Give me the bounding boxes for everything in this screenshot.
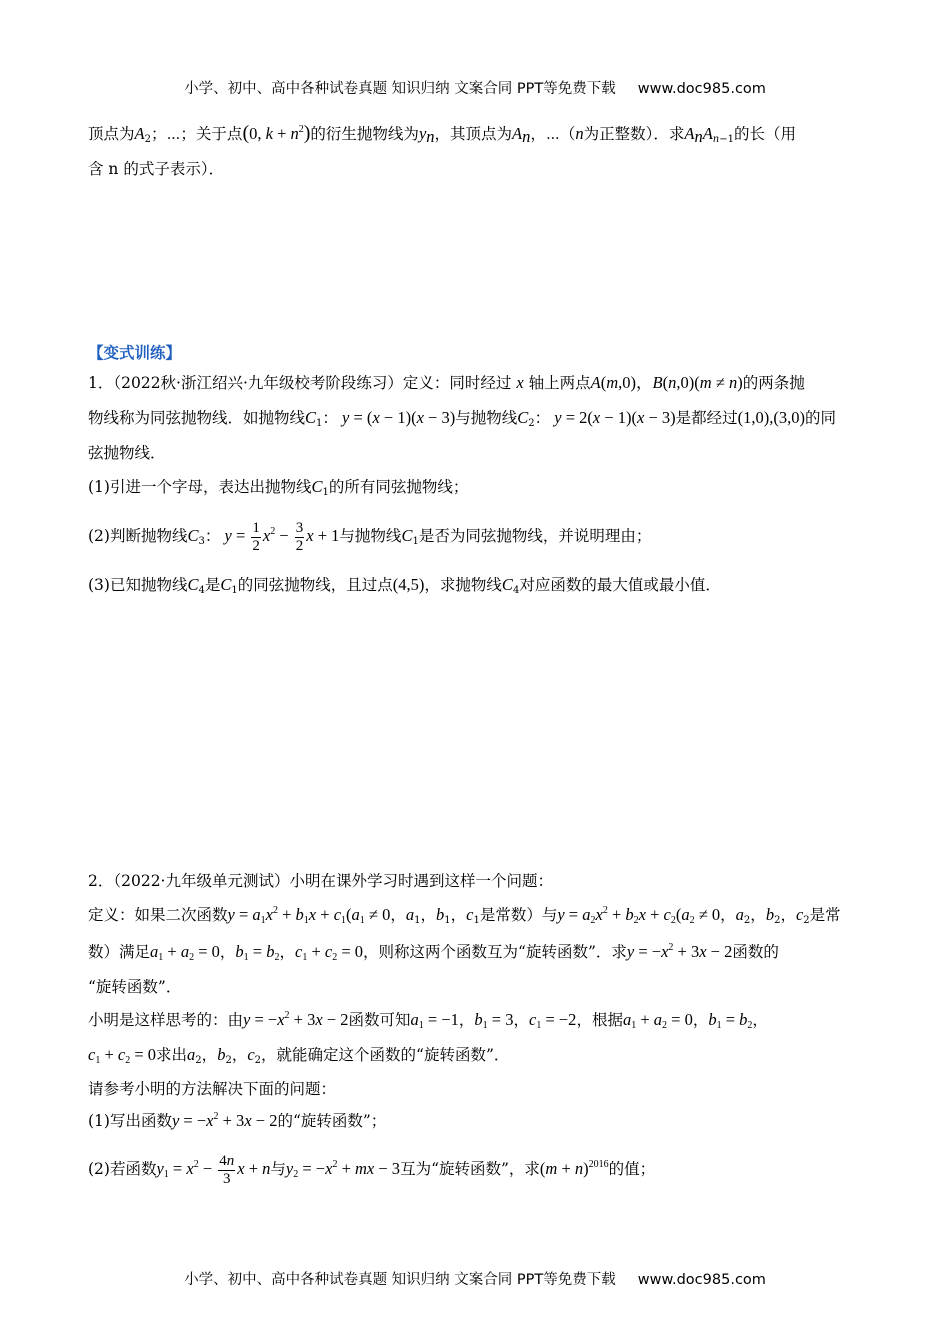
text-span: 顶点为 [88, 125, 135, 143]
text-span: 的所有同弦抛物线； [328, 478, 469, 496]
text-span: ， [420, 906, 436, 924]
text-span: 是否为同弦抛物线，并说明理由； [418, 527, 652, 545]
header-text: 小学、初中、高中各种试卷真题 知识归纳 文案合同 PPT等免费下载 [184, 81, 616, 97]
q2-line-5: 小明是这样思考的：由$y = -x^2 + 3x - 2$函数可知$a_1 = -1$，$b_1 = 3$，$c_1 = -2$，根据$a_1 + a_2 = 0$，$b_1 = b_2$， [88, 1010, 768, 1031]
page-footer [0, 1268, 950, 1289]
q1-line-3: 弦抛物线． [88, 444, 166, 462]
text-span: 是常 [809, 906, 841, 924]
text-span: ， [752, 1011, 768, 1029]
q1-part-3: (3)已知抛物线$C_4$是$C_1$的同弦抛物线，且过点(4,5)，求抛物线$C_4$对应函数的最大值或最小值． [88, 575, 721, 596]
text-span: 的同弦抛物线，且过点 [237, 576, 393, 594]
text-span: ， [750, 906, 766, 924]
text-span: ，求抛物线 [424, 576, 502, 594]
footer-url[interactable]: www.doc985.com [637, 1272, 766, 1288]
text-span: 与抛物线 [455, 409, 518, 427]
text-span: (1)写出函数 [88, 1112, 172, 1130]
header-url[interactable]: www.doc985.com [637, 81, 766, 97]
text-span: ， [692, 1011, 709, 1029]
page-header [0, 77, 950, 98]
q2-part-1: (1)写出函数$y = -x^2 + 3x - 2$的“旋转函数”； [88, 1111, 387, 1130]
q2-part-2: (2)若函数$y_1 = x^2$ − $\frac{4n}{3}$ x + n与$y_2 = -x^2$ + mx − 3互为“旋转函数”，求$(m + n)^{2016}$的值； [88, 1152, 656, 1187]
text-span: ，根据 [576, 1011, 623, 1029]
text-span: ， [780, 906, 796, 924]
text-span: (3)已知抛物线 [88, 576, 188, 594]
text-span: 小明是这样思考的：由 [88, 1011, 244, 1029]
text-span: 函数的 [732, 943, 779, 961]
q2-line-1: 2．（2022·九年级单元测试）小明在课外学习时遇到这样一个问题： [88, 872, 553, 890]
text-span: 与抛物线 [339, 527, 402, 545]
text-span: ， [390, 906, 406, 924]
text-span: 1．（2022秋·浙江绍兴·九年级校考阶段练习）定义：同时经过 [88, 374, 512, 392]
footer-text: 小学、初中、高中各种试卷真题 知识归纳 文案合同 PPT等免费下载 [184, 1272, 616, 1288]
q1-line-1: 1．（2022秋·浙江绍兴·九年级校考阶段练习）定义：同时经过 x 轴上两点A(m,0)，B(n,0)(m ≠ n)的两条抛 [88, 373, 805, 392]
text-span: ， [231, 1046, 248, 1064]
text-span: ，其顶点为 [434, 125, 513, 143]
text-span: 的长（用 [733, 125, 796, 143]
q1-part-1: (1)引进一个字母，表达出抛物线$C_1$的所有同弦抛物线； [88, 477, 469, 498]
text-span: (2)若函数 [88, 1160, 157, 1178]
intro-line-1: 顶点为$A_2$；⋯；关于点(0, $k + n^2$)的衍生抛物线为$y_n$，其顶点为$A_n$，⋯（n为正整数）．求$A_nA_{n-1}$的长（用 [88, 122, 796, 146]
section-title: 【变式训练】 [88, 344, 182, 362]
text-span: 是都经过 [675, 409, 738, 427]
q2-line-4: “旋转函数”． [88, 978, 182, 996]
text-span: 互为“旋转函数”，求 [400, 1160, 540, 1178]
text-span: ， [513, 1011, 529, 1029]
text-span: 函数可知 [348, 1011, 411, 1029]
text-span: ， [279, 943, 295, 961]
text-span: ， [201, 1046, 218, 1064]
text-span: 求出 [156, 1046, 188, 1064]
q1-line-2: 物线称为同弦抛物线．如抛物线$C_1$： y = (x − 1)(x − 3)与抛物线$C_2$： y = 2(x − 1)(x − 3)是都经过(1,0),(3,0)的同 [88, 408, 837, 429]
q2-line-3: 数）满足$a_1 + a_2 = 0$，$b_1 = b_2$，$c_1 + c_2 = 0$，则称这两个函数互为“旋转函数”．求$y = -x^2 + 3x - 2$函数的 [88, 942, 779, 963]
q2-line-7: 请参考小明的方法解决下面的问题： [88, 1080, 337, 1098]
text-span: 的值； [608, 1160, 656, 1178]
text-span: 数）满足 [88, 943, 151, 961]
text-span: 的两条抛 [742, 374, 805, 392]
text-span: 的衍生抛物线为 [310, 125, 419, 143]
q2-line-2: 定义：如果二次函数$y = a_1x^2 + b_1x + c_1(a_1 \ne 0$，$a_1$，$b_1$，$c_1$是常数）与$y = a_2x^2 + b_2x + c_2(a_2 \ne 0$，$a_2$，$b_2$，$c_2$是常 [88, 905, 841, 926]
q2-line-6: $c_1 + c_2 = 0$求出$a_2$，$b_2$，$c_2$，就能确定这个函数的“旋转函数”． [88, 1045, 510, 1066]
text-span: ，⋯（ [530, 125, 576, 143]
text-span: ， [450, 906, 467, 924]
text-span: 的“旋转函数”； [277, 1112, 387, 1130]
text-span: ，则称这两个函数互为“旋转函数”．求 [363, 943, 627, 961]
q1-part-2: (2)判断抛物线$C_3$： y = $\frac{1}{2}$ $x^2$ − $\frac{3}{2}$ x + 1与抛物线$C_1$是否为同弦抛物线，并说明理由； [88, 519, 652, 554]
text-span: (1)引进一个字母，表达出抛物线 [88, 478, 312, 496]
text-span: 是常数）与 [479, 906, 558, 924]
text-span: 为正整数）．求 [583, 125, 685, 143]
intro-line-2: 含 n 的式子表示）． [88, 160, 225, 178]
text-span: (2)判断抛物线 [88, 527, 188, 545]
text-span: ， [458, 1011, 475, 1029]
text-span: 对应函数的最大值或最小值． [519, 576, 721, 594]
text-span: 物线称为同弦抛物线．如抛物线 [88, 409, 306, 427]
text-span: 轴上两点 [528, 374, 591, 392]
text-span: ；⋯；关于点 [150, 125, 243, 143]
text-span: ， [720, 906, 736, 924]
text-span: 的同 [805, 409, 837, 427]
text-span: ，就能确定这个函数的“旋转函数”． [261, 1046, 510, 1064]
text-span: 与 [270, 1160, 286, 1178]
text-span: ， [219, 943, 236, 961]
text-span: 是 [204, 576, 221, 594]
text-span: 定义：如果二次函数 [88, 906, 228, 924]
